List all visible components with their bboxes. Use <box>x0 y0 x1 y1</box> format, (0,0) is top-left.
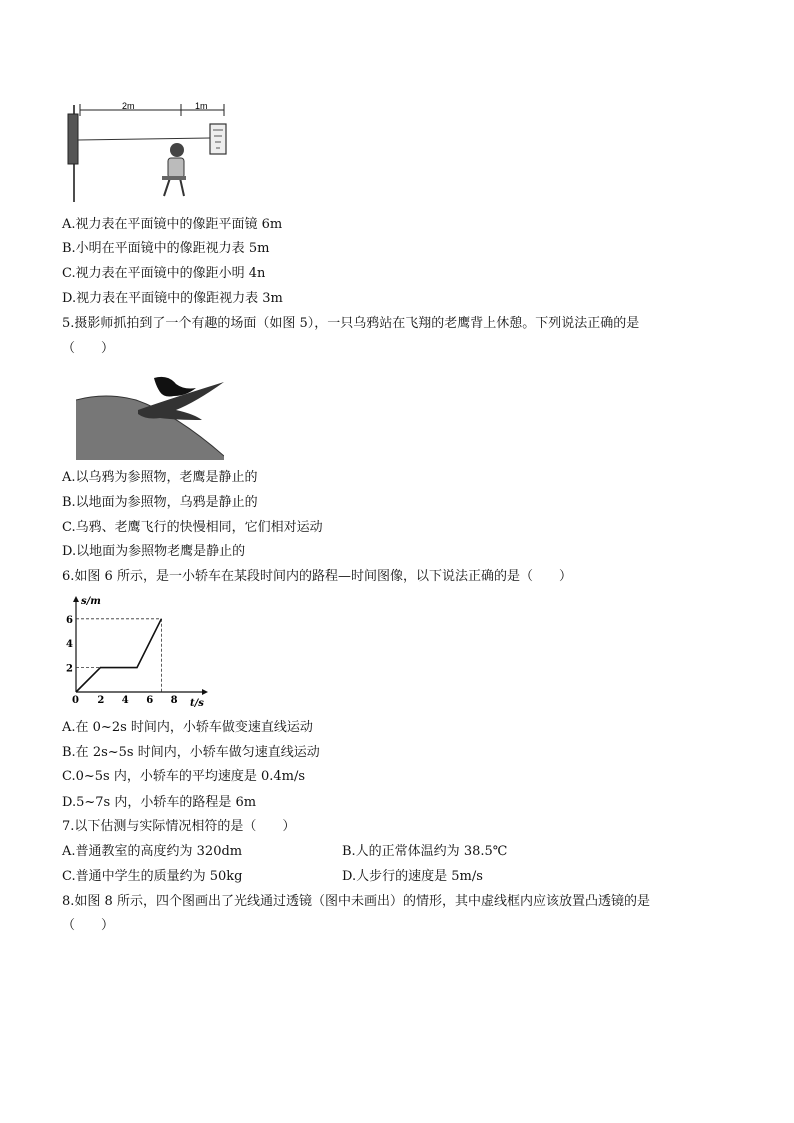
x-tick-label-0: 0 <box>72 695 79 706</box>
x-tick-label-8: 8 <box>170 695 178 706</box>
q7-option-b: B.人的正常体温约为 38.5℃ <box>342 844 508 859</box>
series-line <box>76 619 161 692</box>
q6-stem: 6.如图 6 所示，是一小轿车在某段时间内的路程—时间图像，以下说法正确的是（ ） <box>62 569 572 584</box>
q7-option-a: A.普通教室的高度约为 320dm <box>62 844 243 859</box>
q4-option-d: D.视力表在平面镜中的像距视力表 3m <box>62 291 283 306</box>
q7-option-d: D.人步行的速度是 5m/s <box>342 869 483 884</box>
q5-paren: （ ） <box>62 341 115 356</box>
x-tick-label-4: 4 <box>121 695 129 706</box>
x-axis-arrow <box>202 689 208 695</box>
x-tick-label-2: 2 <box>97 695 105 706</box>
distance-label-1m: 1m <box>195 101 208 111</box>
plane-mirror <box>68 114 78 164</box>
q6-option-c: C.0~5s 内，小轿车的平均速度是 0.4m/s <box>62 769 306 784</box>
boy-figure <box>162 143 186 196</box>
q8-paren: （ ） <box>62 918 115 933</box>
figure-4-mirror-diagram <box>64 100 244 205</box>
q6-option-d: D.5~7s 内，小轿车的路程是 6m <box>62 795 257 810</box>
y-tick-label-4: 4 <box>66 639 73 651</box>
y-axis-arrow <box>73 596 79 602</box>
q7-stem: 7.以下估测与实际情况相符的是（ ） <box>62 819 296 834</box>
q5-option-b: B.以地面为参照物，乌鸦是静止的 <box>62 495 258 510</box>
figure-6-st-graph <box>62 592 212 710</box>
q5-stem: 5.摄影师抓拍到了一个有趣的场面（如图 5），一只乌鸦站在飞翔的老鹰背上休憩。下列说法正确的是 <box>62 316 640 331</box>
q5-option-c: C.乌鸦、老鹰飞行的快慢相同，它们相对运动 <box>62 520 323 535</box>
q4-option-c: C.视力表在平面镜中的像距小明 4n <box>62 266 266 281</box>
q4-option-b: B.小明在平面镜中的像距视力表 5m <box>62 241 270 256</box>
distance-label-2m: 2m <box>122 101 135 111</box>
y-axis-label: s/m <box>81 596 101 607</box>
q4-option-a: A.视力表在平面镜中的像距平面镜 6m <box>62 217 283 232</box>
q6-option-a: A.在 0~2s 时间内，小轿车做变速直线运动 <box>62 720 313 735</box>
q6-option-b: B.在 2s~5s 时间内，小轿车做匀速直线运动 <box>62 745 320 760</box>
y-tick-label-6: 6 <box>66 614 73 626</box>
q8-stem: 8.如图 8 所示，四个图画出了光线通过透镜（图中未画出）的情形，其中虚线框内应该放置凸透镜的是 <box>62 894 650 909</box>
y-tick-label-2: 2 <box>66 663 73 675</box>
q7-option-c: C.普通中学生的质量约为 50kg <box>62 869 243 884</box>
q5-option-a: A.以乌鸦为参照物，老鹰是静止的 <box>62 470 258 485</box>
x-axis-label: t/s <box>190 698 204 709</box>
x-tick-label-6: 6 <box>146 695 154 706</box>
q5-option-d: D.以地面为参照物老鹰是静止的 <box>62 544 246 559</box>
figure-5-crow-eagle-photo <box>76 370 224 460</box>
eye-chart <box>210 124 226 154</box>
